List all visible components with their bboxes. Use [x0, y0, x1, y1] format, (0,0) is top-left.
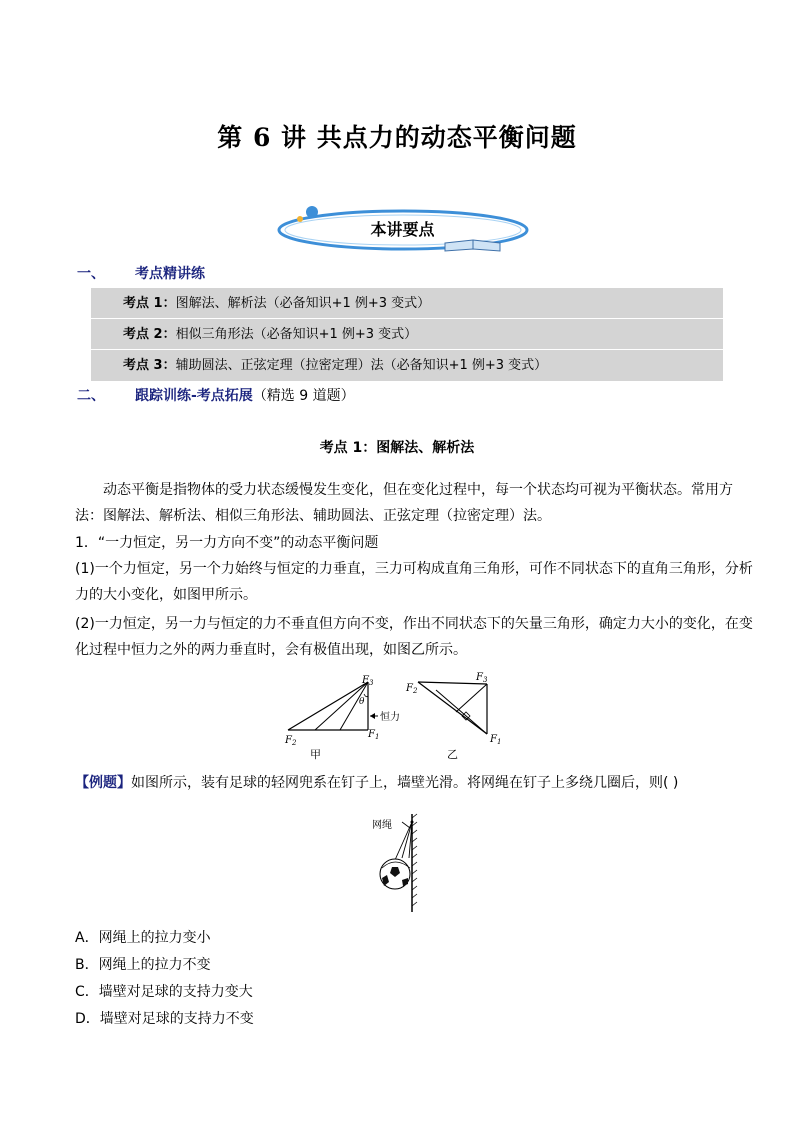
- key-point-row: [91, 319, 723, 350]
- section-1-heading: [77, 263, 205, 283]
- page-title: 第 6 讲 共点力的动态平衡问题: [217, 123, 577, 152]
- option-a: A．网绳上的拉力变小: [75, 930, 211, 946]
- example-text: 如图所示，装有足球的轻网兜系在钉子上，墙壁光滑。将网绳在钉子上多绕几圈后，则( ): [131, 775, 679, 791]
- banner-label: 本讲要点: [370, 220, 435, 239]
- force-triangle-figure: [280, 672, 520, 764]
- figure-yi: [405, 672, 501, 761]
- football-net-figure: [362, 812, 432, 916]
- jia-caption: 甲: [310, 748, 321, 761]
- item-1a-paragraph: (1)一个力恒定，另一个力始终与恒定的力垂直，三力可构成直角三角形，可作不同状态下的直角三角形，分析力的大小变化，如图甲所示。: [75, 561, 753, 603]
- key-point-text: 相似三角形法（必备知识+1 例+3 变式）: [175, 327, 418, 342]
- section-2-title: 跟踪训练-考点拓展: [135, 388, 253, 404]
- section-2-heading: [77, 385, 355, 405]
- subsection-title: 考点 1：图解法、解析法: [319, 440, 475, 456]
- yi-f2-label: $F_2$: [406, 683, 418, 695]
- key-points-table: [91, 288, 723, 381]
- item-1b-paragraph: (2)一力恒定，另一力与恒定的力不垂直但方向不变，作出不同状态下的矢量三角形，确定力大小的变化，在变化过程中恒力之外的两力垂直时，会有极值出现，如图乙所示。: [75, 616, 753, 658]
- yi-f1-label: $F_1$: [490, 734, 502, 746]
- section-1-title: 考点精讲练: [135, 266, 205, 282]
- jia-f2-label: $F_2$: [285, 735, 297, 747]
- section-2-number: 二、: [77, 388, 105, 404]
- section-2-note: （精选 9 道题）: [252, 388, 355, 404]
- key-point-text: 图解法、解析法（必备知识+1 例+3 变式）: [175, 296, 431, 311]
- option-b: B．网绳上的拉力不变: [75, 957, 211, 973]
- key-point-label: 考点 3：: [123, 358, 176, 373]
- net-rope-label: 网绳: [372, 820, 392, 831]
- key-point-label: 考点 1：: [123, 296, 176, 311]
- section-1-number: 一、: [77, 266, 105, 282]
- key-point-row: [91, 350, 723, 381]
- figure-jia: [284, 675, 400, 761]
- option-d: D．墙壁对足球的支持力不变: [75, 1011, 254, 1027]
- example-tag: 【例题】: [75, 775, 131, 791]
- key-point-text: 辅助圆法、正弦定理（拉密定理）法（必备知识+1 例+3 变式）: [175, 358, 548, 373]
- example-question: [75, 770, 755, 796]
- intro-paragraph: 动态平衡是指物体的受力状态缓慢发生变化，但在变化过程中，每一个状态均可视为平衡状态。常用方法：图解法、解析法、相似三角形法、辅助圆法、正弦定理（拉密定理）法。: [75, 482, 733, 524]
- jia-f3-label: $F_3$: [362, 675, 374, 687]
- jia-theta-label: θ: [359, 697, 365, 707]
- yi-f3-label: $F_3$: [476, 672, 488, 684]
- key-points-banner: [270, 200, 535, 260]
- yi-caption: 乙: [447, 748, 458, 761]
- key-point-row: [91, 288, 723, 319]
- key-point-label: 考点 2：: [123, 327, 176, 342]
- option-c: C．墙壁对足球的支持力变大: [75, 984, 253, 1000]
- jia-hengli-label: 恒力: [380, 712, 400, 723]
- item-1-heading: 1．“一力恒定，另一力方向不变”的动态平衡问题: [75, 535, 379, 551]
- jia-f1-label: $F_1$: [368, 729, 380, 741]
